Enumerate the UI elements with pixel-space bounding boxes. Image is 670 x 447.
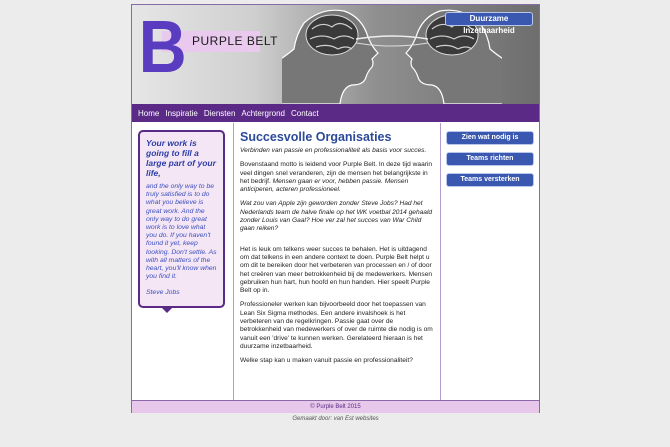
duurzame-inzetbaarheid-button[interactable]: Duurzame Inzetbaarheid xyxy=(445,12,533,26)
main-content xyxy=(233,123,441,400)
nav-inspiratie[interactable]: Inspiratie xyxy=(165,108,198,118)
site-credit[interactable]: Gemaakt door: van Est websites xyxy=(292,416,379,422)
page-container xyxy=(131,4,540,413)
intro-paragraph xyxy=(240,161,434,194)
logo-text: PURPLE BELT xyxy=(192,34,278,48)
sidebar-buttons xyxy=(446,131,534,194)
subtitle: Verbinden van passie en professionaliteit als basis voor succes. xyxy=(240,147,427,154)
teams-versterken-button[interactable]: Teams versterken xyxy=(446,173,534,187)
footer-copyright: © Purple Belt 2015 xyxy=(132,400,539,413)
professional-paragraph: Professioneler werken kan bijvoorbeeld door het toepassen van Lean Six Sigma methodes. Een andere invalshoek is het verbeteren van de regelkringen. Passie gaat over de betrokkenheid van medewerkers of over de ruimte die nodig is om vanuit een 'drive' te kunnen werken. Gerelateerd hieraan is het duurzame inzetbaarheid. xyxy=(240,301,433,350)
left-brain xyxy=(306,15,358,55)
page-title: Succesvolle Organisaties xyxy=(240,130,392,144)
questions-paragraph: Wat zou van Apple zijn geworden zonder Steve Jobs? Had het Nederlands team de halve finale op het WK voetbal 2014 gehaald zonder Louis van Gaal? Hoe ver zal het succes van War Child gaan reiken? xyxy=(240,200,433,233)
nav-home[interactable]: Home xyxy=(138,108,160,118)
quote-pointer xyxy=(161,307,173,313)
quote-box xyxy=(138,130,225,308)
intro-text: Bovenstaand motto is leidend voor Purple Belt. In deze tijd waarin veel dingen snel veranderen, zijn de mensen het belangrijkste in het bedrijf. xyxy=(240,161,433,185)
nav-achtergrond[interactable]: Achtergrond xyxy=(241,108,285,118)
intro-italic-text: Mensen gaan er voor, hebben passie. Mensen anticiperen, acteren professioneel. xyxy=(240,177,409,194)
quote-author: Steve Jobs xyxy=(146,289,180,297)
logo-letter: B xyxy=(138,5,187,88)
success-paragraph: Het is leuk om telkens weer succes te behalen. Het is uitdagend om dat telkens in een andere context te doen. Purple Belt helpt u om dit te bereiken door het verbeteren van processen en / of door het creëren van meer betrokkenheid bij de medewerkers. Mensen gebruiken hun hart, hun hoofd en hun handen. Hier speelt Purple Belt op in. xyxy=(240,245,433,295)
header-banner xyxy=(132,5,539,104)
zien-wat-nodig-is-button[interactable]: Zien wat nodig is xyxy=(446,131,534,145)
nav-contact[interactable]: Contact xyxy=(290,108,319,118)
closing-question: Welke stap kan u maken vanuit passie en professionaliteit? xyxy=(240,357,413,365)
main-nav xyxy=(132,104,539,122)
quote-lead: Your work is going to fill a large part of your life, xyxy=(146,138,216,178)
nav-diensten[interactable]: Diensten xyxy=(203,108,236,118)
quote-body: and the only way to be truly satisfied is to do what you believe is great work. And the only way to do great work is to love what you do. If you haven't found it yet, keep looking. Don't settle. As with all matters of the heart, you'll know when you find it. xyxy=(146,183,217,281)
teams-richten-button[interactable]: Teams richten xyxy=(446,152,534,166)
